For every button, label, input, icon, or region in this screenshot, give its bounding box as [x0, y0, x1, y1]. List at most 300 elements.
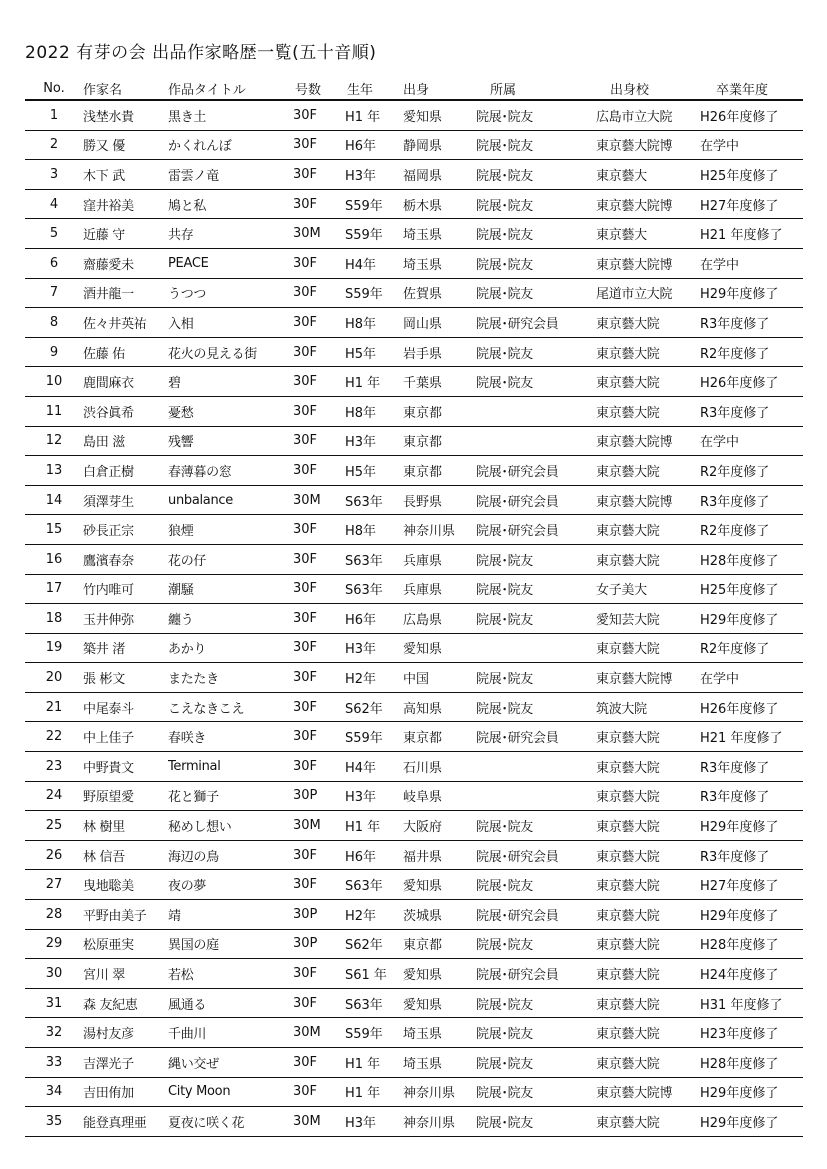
cell-artist: 能登真理亜 [83, 1107, 168, 1137]
cell-school: 東京藝大院 [596, 1048, 700, 1078]
cell-origin: 広島県 [403, 604, 476, 634]
cell-origin: 福岡県 [403, 160, 476, 190]
cell-school: 東京藝大院 [596, 781, 700, 811]
cell-school: 東京藝大院 [596, 929, 700, 959]
table-row [25, 456, 803, 486]
cell-origin: 埼玉県 [403, 248, 476, 278]
cell-graduation: H27年度修了 [700, 870, 803, 900]
cell-size: 30F [293, 515, 345, 545]
cell-no: 7 [25, 278, 83, 308]
cell-origin: 兵庫県 [403, 544, 476, 574]
cell-size: 30F [293, 1077, 345, 1107]
cell-work-title: 残響 [168, 426, 293, 456]
table-row [25, 367, 803, 397]
cell-work-title: 雷雲ノ竜 [168, 160, 293, 190]
cell-origin: 愛知県 [403, 988, 476, 1018]
cell-artist: 築井 渚 [83, 633, 168, 663]
cell-affiliation: 院展･院友 [476, 1018, 596, 1048]
cell-size: 30F [293, 663, 345, 693]
cell-work-title: 夜の夢 [168, 870, 293, 900]
cell-size: 30F [293, 752, 345, 782]
cell-affiliation: 院展･院友 [476, 663, 596, 693]
cell-no: 33 [25, 1048, 83, 1078]
cell-origin: 大阪府 [403, 811, 476, 841]
cell-origin: 長野県 [403, 485, 476, 515]
cell-work-title: 縄い交ぜ [168, 1048, 293, 1078]
cell-no: 26 [25, 840, 83, 870]
cell-artist: 佐藤 佑 [83, 337, 168, 367]
cell-size: 30F [293, 456, 345, 486]
cell-work-title: 碧 [168, 367, 293, 397]
cell-work-title: 秘めし想い [168, 811, 293, 841]
cell-artist: 木下 武 [83, 160, 168, 190]
cell-size: 30M [293, 485, 345, 515]
cell-size: 30F [293, 367, 345, 397]
cell-affiliation: 院展･院友 [476, 337, 596, 367]
cell-affiliation: 院展･研究会員 [476, 308, 596, 338]
cell-size: 30F [293, 1048, 345, 1078]
cell-school: 東京藝大院 [596, 633, 700, 663]
table-header-row [25, 77, 803, 100]
cell-birth-year: S63年 [345, 870, 403, 900]
cell-origin: 岐阜県 [403, 781, 476, 811]
cell-work-title: 花と獅子 [168, 781, 293, 811]
cell-school: 広島市立大院 [596, 100, 700, 130]
table-row [25, 396, 803, 426]
cell-birth-year: H6年 [345, 604, 403, 634]
table-row [25, 278, 803, 308]
cell-origin: 愛知県 [403, 633, 476, 663]
cell-artist: 松原亜実 [83, 929, 168, 959]
cell-work-title: かくれんぼ [168, 130, 293, 160]
table-row [25, 189, 803, 219]
cell-artist: 浅埜水貴 [83, 100, 168, 130]
cell-artist: 曳地聡美 [83, 870, 168, 900]
cell-artist: 森 友紀恵 [83, 988, 168, 1018]
cell-no: 1 [25, 100, 83, 130]
cell-artist: 鷹濱春奈 [83, 544, 168, 574]
cell-school: 東京藝大院 [596, 544, 700, 574]
cell-school: 東京藝大院博 [596, 1077, 700, 1107]
table-row [25, 100, 803, 130]
cell-birth-year: H6年 [345, 840, 403, 870]
cell-school: 東京藝大院 [596, 988, 700, 1018]
cell-birth-year: H5年 [345, 337, 403, 367]
cell-artist: 張 彬文 [83, 663, 168, 693]
cell-birth-year: H3年 [345, 160, 403, 190]
cell-work-title: Terminal [168, 752, 293, 782]
cell-birth-year: H2年 [345, 663, 403, 693]
cell-work-title: 入相 [168, 308, 293, 338]
cell-work-title: 共存 [168, 219, 293, 249]
cell-graduation: R2年度修了 [700, 456, 803, 486]
cell-affiliation: 院展･院友 [476, 1048, 596, 1078]
cell-no: 24 [25, 781, 83, 811]
cell-school: 東京藝大院博 [596, 485, 700, 515]
cell-graduation: R3年度修了 [700, 781, 803, 811]
header-origin: 出身 [403, 77, 476, 100]
cell-origin: 佐賀県 [403, 278, 476, 308]
cell-birth-year: H4年 [345, 248, 403, 278]
cell-work-title: 春咲き [168, 722, 293, 752]
cell-birth-year: H6年 [345, 130, 403, 160]
cell-artist: 吉澤光子 [83, 1048, 168, 1078]
cell-graduation: H25年度修了 [700, 160, 803, 190]
cell-size: 30F [293, 308, 345, 338]
cell-school: 東京藝大院 [596, 959, 700, 989]
cell-school: 女子美大 [596, 574, 700, 604]
cell-affiliation: 院展･院友 [476, 130, 596, 160]
cell-affiliation: 院展･院友 [476, 1107, 596, 1137]
cell-graduation: H27年度修了 [700, 189, 803, 219]
cell-school: 東京藝大院 [596, 396, 700, 426]
cell-artist: 鹿間麻衣 [83, 367, 168, 397]
cell-graduation: H25年度修了 [700, 574, 803, 604]
cell-affiliation: 院展･院友 [476, 574, 596, 604]
cell-work-title: 異国の庭 [168, 929, 293, 959]
cell-no: 25 [25, 811, 83, 841]
cell-affiliation: 院展･研究会員 [476, 840, 596, 870]
cell-work-title: 若松 [168, 959, 293, 989]
cell-graduation: 在学中 [700, 426, 803, 456]
cell-origin: 東京都 [403, 456, 476, 486]
cell-affiliation: 院展･院友 [476, 219, 596, 249]
header-artist: 作家名 [83, 77, 168, 100]
cell-affiliation: 院展･研究会員 [476, 456, 596, 486]
cell-no: 15 [25, 515, 83, 545]
cell-affiliation: 院展･院友 [476, 278, 596, 308]
table-row [25, 900, 803, 930]
cell-birth-year: S61 年 [345, 959, 403, 989]
cell-affiliation: 院展･院友 [476, 189, 596, 219]
cell-origin: 愛知県 [403, 870, 476, 900]
cell-size: 30P [293, 929, 345, 959]
cell-work-title: 靖 [168, 900, 293, 930]
cell-no: 6 [25, 248, 83, 278]
cell-graduation: H29年度修了 [700, 1107, 803, 1137]
cell-origin: 中国 [403, 663, 476, 693]
table-row [25, 515, 803, 545]
cell-size: 30P [293, 900, 345, 930]
header-work-title: 作品タイトル [168, 77, 293, 100]
cell-affiliation [476, 633, 596, 663]
table-row [25, 663, 803, 693]
cell-school: 東京藝大院 [596, 308, 700, 338]
cell-no: 3 [25, 160, 83, 190]
cell-origin: 神奈川県 [403, 1077, 476, 1107]
cell-work-title: 潮騒 [168, 574, 293, 604]
cell-size: 30F [293, 870, 345, 900]
cell-no: 20 [25, 663, 83, 693]
cell-size: 30F [293, 130, 345, 160]
cell-graduation: R2年度修了 [700, 515, 803, 545]
cell-affiliation [476, 396, 596, 426]
cell-artist: 湯村友彦 [83, 1018, 168, 1048]
cell-work-title: 風通る [168, 988, 293, 1018]
cell-no: 23 [25, 752, 83, 782]
cell-size: 30F [293, 426, 345, 456]
header-birth-year: 生年 [345, 77, 403, 100]
cell-no: 28 [25, 900, 83, 930]
cell-size: 30F [293, 160, 345, 190]
cell-affiliation: 院展･院友 [476, 248, 596, 278]
table-row [25, 1018, 803, 1048]
table-row [25, 426, 803, 456]
cell-graduation: H23年度修了 [700, 1018, 803, 1048]
cell-school: 東京藝大院 [596, 515, 700, 545]
cell-origin: 愛知県 [403, 100, 476, 130]
cell-artist: 白倉正樹 [83, 456, 168, 486]
cell-origin: 東京都 [403, 929, 476, 959]
cell-school: 東京藝大 [596, 219, 700, 249]
cell-graduation: H28年度修了 [700, 1048, 803, 1078]
cell-work-title: 春薄暮の窓 [168, 456, 293, 486]
cell-no: 32 [25, 1018, 83, 1048]
cell-graduation: H26年度修了 [700, 100, 803, 130]
cell-size: 30M [293, 1018, 345, 1048]
cell-affiliation: 院展･院友 [476, 692, 596, 722]
cell-birth-year: H3年 [345, 781, 403, 811]
cell-birth-year: H1 年 [345, 811, 403, 841]
cell-birth-year: H3年 [345, 1107, 403, 1137]
cell-graduation: H24年度修了 [700, 959, 803, 989]
table-row [25, 574, 803, 604]
cell-school: 筑波大院 [596, 692, 700, 722]
cell-size: 30F [293, 337, 345, 367]
cell-no: 21 [25, 692, 83, 722]
cell-size: 30F [293, 248, 345, 278]
cell-school: 東京藝大院 [596, 870, 700, 900]
cell-origin: 静岡県 [403, 130, 476, 160]
cell-graduation: H29年度修了 [700, 604, 803, 634]
cell-school: 東京藝大院 [596, 752, 700, 782]
cell-origin: 栃木県 [403, 189, 476, 219]
cell-school: 愛知芸大院 [596, 604, 700, 634]
cell-affiliation [476, 426, 596, 456]
cell-origin: 千葉県 [403, 367, 476, 397]
cell-graduation: H21 年度修了 [700, 219, 803, 249]
cell-artist: 吉田侑加 [83, 1077, 168, 1107]
cell-artist: 酒井龍一 [83, 278, 168, 308]
cell-graduation: H29年度修了 [700, 1077, 803, 1107]
table-row [25, 544, 803, 574]
cell-size: 30F [293, 633, 345, 663]
cell-origin: 岩手県 [403, 337, 476, 367]
artist-roster-table [25, 77, 803, 1137]
cell-no: 8 [25, 308, 83, 338]
cell-origin: 東京都 [403, 722, 476, 752]
table-row [25, 811, 803, 841]
cell-birth-year: H1 年 [345, 367, 403, 397]
table-row [25, 130, 803, 160]
cell-birth-year: S62年 [345, 929, 403, 959]
table-row [25, 722, 803, 752]
cell-birth-year: S59年 [345, 1018, 403, 1048]
table-row [25, 781, 803, 811]
cell-artist: 須澤芽生 [83, 485, 168, 515]
header-graduation: 卒業年度 [700, 77, 803, 100]
cell-origin: 埼玉県 [403, 219, 476, 249]
cell-artist: 林 信吾 [83, 840, 168, 870]
cell-no: 29 [25, 929, 83, 959]
header-affiliation: 所属 [476, 77, 596, 100]
cell-artist: 砂長正宗 [83, 515, 168, 545]
cell-artist: 渋谷眞希 [83, 396, 168, 426]
cell-affiliation: 院展･院友 [476, 870, 596, 900]
cell-origin: 岡山県 [403, 308, 476, 338]
cell-no: 16 [25, 544, 83, 574]
cell-work-title: こえなきこえ [168, 692, 293, 722]
table-row [25, 160, 803, 190]
cell-birth-year: H3年 [345, 426, 403, 456]
cell-no: 9 [25, 337, 83, 367]
cell-birth-year: S59年 [345, 722, 403, 752]
cell-origin: 神奈川県 [403, 1107, 476, 1137]
cell-origin: 福井県 [403, 840, 476, 870]
cell-work-title: 夏夜に咲く花 [168, 1107, 293, 1137]
table-row [25, 485, 803, 515]
cell-graduation: H28年度修了 [700, 544, 803, 574]
cell-artist: 近藤 守 [83, 219, 168, 249]
cell-origin: 神奈川県 [403, 515, 476, 545]
cell-affiliation: 院展･研究会員 [476, 900, 596, 930]
cell-no: 31 [25, 988, 83, 1018]
cell-school: 東京藝大院 [596, 1107, 700, 1137]
cell-graduation: H29年度修了 [700, 278, 803, 308]
cell-graduation: H26年度修了 [700, 367, 803, 397]
header-size: 号数 [293, 77, 345, 100]
cell-size: 30F [293, 574, 345, 604]
table-row [25, 1107, 803, 1137]
cell-affiliation [476, 781, 596, 811]
cell-no: 17 [25, 574, 83, 604]
table-row [25, 840, 803, 870]
table-row [25, 988, 803, 1018]
cell-origin: 東京都 [403, 396, 476, 426]
cell-school: 東京藝大院 [596, 900, 700, 930]
cell-no: 35 [25, 1107, 83, 1137]
cell-affiliation: 院展･院友 [476, 1077, 596, 1107]
cell-graduation: R2年度修了 [700, 337, 803, 367]
cell-affiliation: 院展･院友 [476, 811, 596, 841]
cell-school: 東京藝大院 [596, 367, 700, 397]
cell-artist: 齋藤愛未 [83, 248, 168, 278]
cell-school: 東京藝大院 [596, 722, 700, 752]
table-row [25, 870, 803, 900]
cell-size: 30F [293, 544, 345, 574]
cell-size: 30F [293, 959, 345, 989]
cell-birth-year: H1 年 [345, 1048, 403, 1078]
cell-size: 30F [293, 692, 345, 722]
cell-artist: 中野貴文 [83, 752, 168, 782]
cell-size: 30F [293, 100, 345, 130]
cell-artist: 野原望愛 [83, 781, 168, 811]
cell-origin: 高知県 [403, 692, 476, 722]
cell-graduation: 在学中 [700, 248, 803, 278]
cell-school: 東京藝大院 [596, 1018, 700, 1048]
cell-birth-year: S62年 [345, 692, 403, 722]
cell-no: 5 [25, 219, 83, 249]
cell-size: 30F [293, 189, 345, 219]
table-row [25, 1077, 803, 1107]
cell-school: 東京藝大 [596, 160, 700, 190]
cell-birth-year: H3年 [345, 633, 403, 663]
cell-no: 27 [25, 870, 83, 900]
header-no: No. [25, 77, 83, 100]
cell-origin: 東京都 [403, 426, 476, 456]
cell-work-title: PEACE [168, 248, 293, 278]
cell-school: 東京藝大院博 [596, 426, 700, 456]
cell-artist: 勝又 優 [83, 130, 168, 160]
cell-size: 30F [293, 988, 345, 1018]
table-row [25, 1048, 803, 1078]
cell-no: 12 [25, 426, 83, 456]
cell-graduation: H21 年度修了 [700, 722, 803, 752]
cell-birth-year: S59年 [345, 189, 403, 219]
cell-no: 19 [25, 633, 83, 663]
cell-no: 34 [25, 1077, 83, 1107]
table-row [25, 752, 803, 782]
cell-work-title: 鳩と私 [168, 189, 293, 219]
table-row [25, 337, 803, 367]
cell-birth-year: S63年 [345, 544, 403, 574]
cell-affiliation [476, 752, 596, 782]
cell-artist: 平野由美子 [83, 900, 168, 930]
cell-affiliation: 院展･院友 [476, 988, 596, 1018]
cell-work-title: City Moon [168, 1077, 293, 1107]
cell-no: 2 [25, 130, 83, 160]
cell-no: 18 [25, 604, 83, 634]
cell-affiliation: 院展･院友 [476, 160, 596, 190]
header-school: 出身校 [596, 77, 700, 100]
cell-school: 東京藝大院博 [596, 130, 700, 160]
cell-artist: 竹内唯可 [83, 574, 168, 604]
cell-birth-year: H8年 [345, 396, 403, 426]
cell-artist: 林 樹里 [83, 811, 168, 841]
cell-graduation: R3年度修了 [700, 308, 803, 338]
cell-work-title: 海辺の鳥 [168, 840, 293, 870]
cell-birth-year: S59年 [345, 219, 403, 249]
cell-size: 30M [293, 219, 345, 249]
cell-graduation: R2年度修了 [700, 633, 803, 663]
cell-graduation: R3年度修了 [700, 396, 803, 426]
cell-artist: 島田 滋 [83, 426, 168, 456]
cell-school: 東京藝大院 [596, 811, 700, 841]
cell-size: 30F [293, 604, 345, 634]
cell-affiliation: 院展･研究会員 [476, 959, 596, 989]
cell-no: 14 [25, 485, 83, 515]
cell-graduation: 在学中 [700, 663, 803, 693]
cell-no: 4 [25, 189, 83, 219]
cell-birth-year: H1 年 [345, 100, 403, 130]
cell-graduation: R3年度修了 [700, 840, 803, 870]
cell-graduation: 在学中 [700, 130, 803, 160]
cell-work-title: 黒き土 [168, 100, 293, 130]
cell-origin: 埼玉県 [403, 1018, 476, 1048]
cell-graduation: H29年度修了 [700, 900, 803, 930]
cell-size: 30F [293, 396, 345, 426]
cell-birth-year: H2年 [345, 900, 403, 930]
cell-no: 30 [25, 959, 83, 989]
cell-birth-year: S63年 [345, 485, 403, 515]
cell-graduation: H28年度修了 [700, 929, 803, 959]
cell-origin: 石川県 [403, 752, 476, 782]
cell-school: 東京藝大院 [596, 337, 700, 367]
cell-work-title: うつつ [168, 278, 293, 308]
cell-affiliation: 院展･院友 [476, 367, 596, 397]
cell-birth-year: H5年 [345, 456, 403, 486]
cell-artist: 玉井伸弥 [83, 604, 168, 634]
